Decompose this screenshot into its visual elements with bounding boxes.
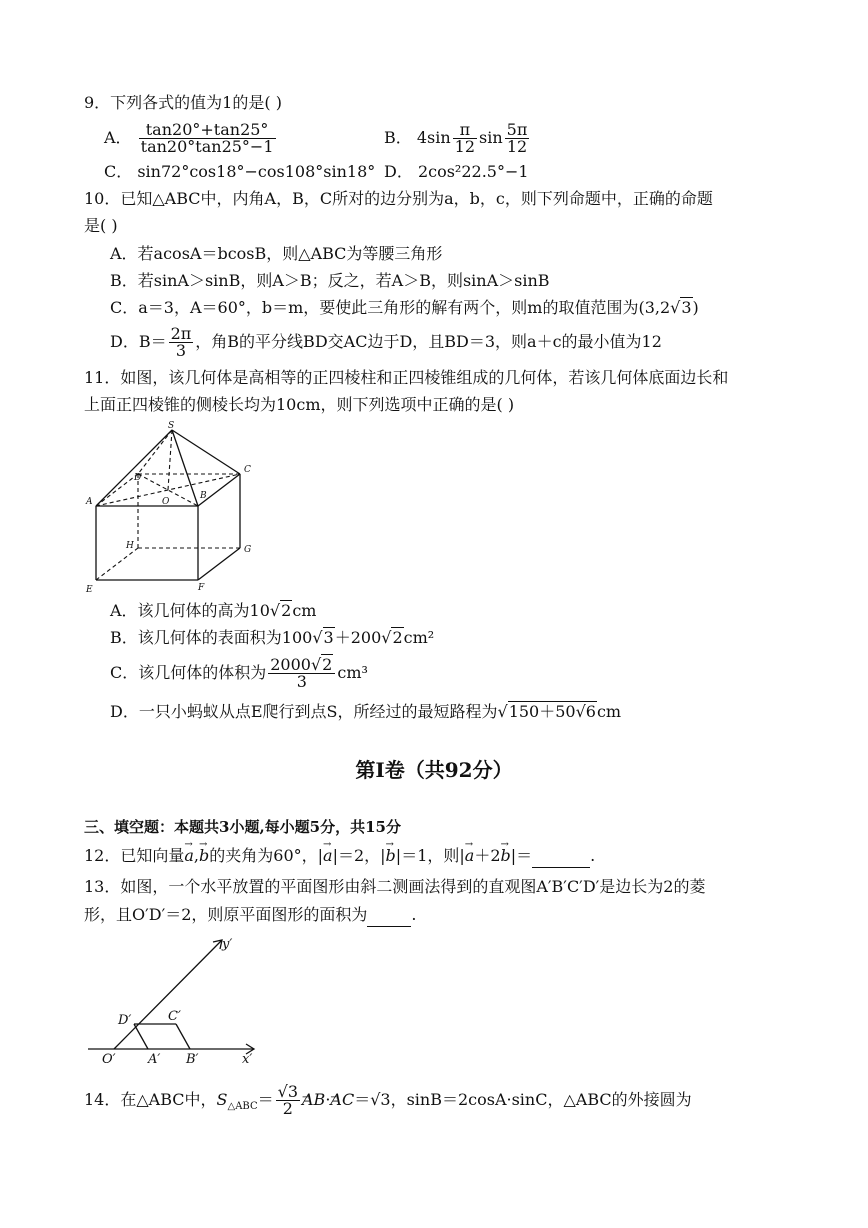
q11-c-num-pre: 2000 <box>270 655 311 674</box>
q10-d-post: ，角B的平分线BD交AC边于D，且BD＝3，则a＋c的最小值为12 <box>195 332 662 351</box>
q10-option-d <box>110 322 662 362</box>
section3-heading: 三、填空题：本题共3小题,每小题5分，共15分 <box>84 818 401 836</box>
q12-vec-b: → b <box>199 846 209 865</box>
q11-d-post: cm <box>596 702 622 721</box>
q12-abs-b-lhs: | <box>380 846 386 865</box>
q9-a-fraction <box>139 122 276 155</box>
q12-mid1: 的夹角为60°， <box>209 846 318 865</box>
q11-b-mid: ＋200 <box>334 628 382 647</box>
q9-a-denominator: tan20°tan25°−1 <box>140 137 274 156</box>
q11-c-post: cm³ <box>337 663 368 682</box>
q9-d-text: 2cos²22.5°−1 <box>417 162 529 181</box>
q10-d-pre: D．B＝ <box>110 332 167 351</box>
q10-c-radicand: 3 <box>681 298 692 317</box>
q11-option-a <box>110 600 316 622</box>
q11-b-post: cm² <box>403 628 435 647</box>
q11-label-a: A <box>86 497 93 507</box>
q9-option-b <box>384 118 531 158</box>
q11-c-den: 3 <box>296 672 307 691</box>
q12-vec-a: → a <box>184 846 194 865</box>
q14-dot: · <box>325 1090 331 1109</box>
q10-c-pre: C．a＝3，A＝60°，b＝m，要使此三角形的解有两个，则m的取值范围为 <box>110 298 639 317</box>
q14-post: ＝√3，sinB＝2cosA·sinC，△ABC的外接圆为 <box>354 1090 692 1109</box>
q14-fraction <box>276 1084 300 1117</box>
q11-stem-line2: 上面正四棱锥的侧棱长均为10cm，则下列选项中正确的是( ) <box>84 395 515 414</box>
q14-vec-ab: → AB <box>302 1090 325 1109</box>
q11-a-sqrt-sign: √ <box>269 601 281 620</box>
q9-option-a <box>104 118 278 158</box>
q14-num: √3 <box>277 1082 298 1101</box>
q9-c-text: sin72°cos18°−cos108°sin18° <box>137 162 376 181</box>
q14-eq: ＝ <box>257 1090 274 1109</box>
q12-sum-plus: ＋2 <box>474 846 501 865</box>
q9-b-mid: sin <box>479 128 503 147</box>
q10-c-range-pre: (3,2 <box>638 298 671 317</box>
q9-b-fraction-2 <box>505 122 530 155</box>
q9-a-label: A． <box>104 128 132 147</box>
q11-b-pre: B．该几何体的表面积为100 <box>110 628 313 647</box>
q10-option-a: A．若acosA＝bcosB，则△ABC为等腰三角形 <box>110 244 443 263</box>
q13-line2-pre: 形，且O′D′＝2，则原平面图形的面积为 <box>84 905 368 924</box>
q9-c-label: C． <box>104 162 133 181</box>
q10-option-b: B．若sinA＞sinB，则A＞B；反之，若A＞B，则sinA＞sinB <box>110 271 550 290</box>
q9-d-label: D． <box>384 162 413 181</box>
q9-b-label: B． <box>384 128 412 147</box>
q11-b-radicand-2: 2 <box>392 628 403 647</box>
q12-abs-a-vec: → a <box>323 846 333 865</box>
q9-b-fraction-1 <box>453 122 477 155</box>
q12-sum-rhs: |＝ <box>510 846 533 865</box>
q10-stem-line2: 是( ) <box>84 216 118 235</box>
q14-den: 2 <box>282 1099 293 1118</box>
q13-line2 <box>84 904 417 927</box>
q12-end: . <box>590 846 596 865</box>
q12-abs-b-rhs: |＝1，则 <box>395 846 460 865</box>
q11-c-pre: C．该几何体的体积为 <box>110 663 267 682</box>
q13-label-o: O′ <box>102 1052 116 1067</box>
q11-a-post: cm <box>292 601 317 620</box>
q11-label-b: B <box>200 491 207 501</box>
q12-line <box>84 845 595 868</box>
q13-line1: 13．如图，一个水平放置的平面图形由斜二测画法得到的直观图A′B′C′D′是边长为2的菱 <box>84 877 706 896</box>
q11-label-o: O <box>162 497 170 507</box>
q14-s-sub: △ABC <box>227 1101 258 1113</box>
q13-label-x: x′ <box>242 1052 253 1067</box>
q11-a-radicand: 2 <box>281 601 292 620</box>
q9-b-f2-num: 5π <box>506 120 528 139</box>
section-title: 第Ⅰ卷（共92分） <box>355 758 513 782</box>
q9-b-f1-num: π <box>453 122 477 139</box>
q14-s: S <box>216 1090 228 1109</box>
q9-option-d <box>384 161 529 183</box>
q13-label-y: y′ <box>222 937 233 952</box>
q11-option-b <box>110 627 434 649</box>
q12-answer-blank <box>532 845 590 868</box>
q12-abs-b-vec: → b <box>386 846 396 865</box>
q13-line2-end: . <box>411 905 417 924</box>
q11-option-c <box>110 652 368 694</box>
q11-c-fraction <box>268 657 335 690</box>
q14-line <box>84 1080 692 1127</box>
q11-a-pre: A．该几何体的高为10 <box>110 601 270 620</box>
q11-stem-line1: 11．如图，该几何体是高相等的正四棱柱和正四棱锥组成的几何体，若该几何体底面边长和 <box>84 368 729 387</box>
q11-option-d <box>110 701 621 723</box>
q13-label-b: B′ <box>186 1052 199 1067</box>
q12-comma: , <box>193 846 200 865</box>
q11-label-e: E <box>86 585 93 595</box>
q11-c-num-sqrt-sign: √ <box>310 655 322 674</box>
q13-oblique-figure <box>82 932 272 1067</box>
q11-d-sqrt-sign: √ <box>497 702 508 721</box>
q10-c-sqrt-sign: √ <box>670 298 681 317</box>
q11-b-sqrt-sign-1: √ <box>312 628 323 647</box>
q11-d-radicand: 150＋50√6 <box>508 702 596 721</box>
q11-b-sqrt-sign-2: √ <box>381 628 392 647</box>
q11-label-f: F <box>198 583 205 593</box>
q11-label-g: G <box>244 545 252 555</box>
q13-answer-blank <box>367 904 411 927</box>
q9-b-f2-den: 12 <box>506 137 528 156</box>
q14-pre: 14．在△ABC中， <box>84 1090 217 1109</box>
q9-option-c <box>104 161 375 183</box>
q11-d-pre: D．一只小蚂蚁从点E爬行到点S，所经过的最短路程为 <box>110 702 498 721</box>
q12-pre: 12．已知向量 <box>84 846 185 865</box>
q12-sum-vec-a: → a <box>465 846 475 865</box>
q13-label-c: C′ <box>168 1009 181 1024</box>
q11-b-radicand-1: 3 <box>323 628 334 647</box>
q9-b-f1-den: 12 <box>454 137 476 156</box>
q11-label-d: D <box>134 473 142 483</box>
q13-label-a: A′ <box>148 1052 161 1067</box>
q10-stem-line1: 10．已知△ABC中，内角A，B，C所对的边分别为a，b，c，则下列命题中，正确的命题 <box>84 189 713 208</box>
q12-abs-a-rhs: |＝2， <box>332 846 381 865</box>
q10-d-fraction <box>169 326 194 359</box>
q11-prism-pyramid-figure <box>80 418 270 598</box>
q12-sum-lhs: | <box>459 846 465 865</box>
q10-option-c <box>110 297 699 319</box>
q10-d-num: 2π <box>170 324 192 343</box>
q11-label-s: S <box>168 421 175 431</box>
q10-d-den: 3 <box>175 341 187 360</box>
q9-a-numerator: tan20°+tan25° <box>139 122 276 139</box>
q12-abs-a-lhs: | <box>317 846 324 865</box>
q11-c-num-radicand: 2 <box>322 655 333 674</box>
q9-stem: 9．下列各式的值为1的是( ) <box>84 93 282 112</box>
q12-sum-vec-b: → b <box>501 846 511 865</box>
q11-label-h: H <box>126 541 134 551</box>
q13-label-d: D′ <box>118 1013 132 1028</box>
q9-b-pre: 4sin <box>416 128 451 147</box>
q14-vec-ac: → AC <box>330 1090 354 1109</box>
q11-label-c: C <box>244 465 251 475</box>
q10-c-range-post: ) <box>692 298 699 317</box>
